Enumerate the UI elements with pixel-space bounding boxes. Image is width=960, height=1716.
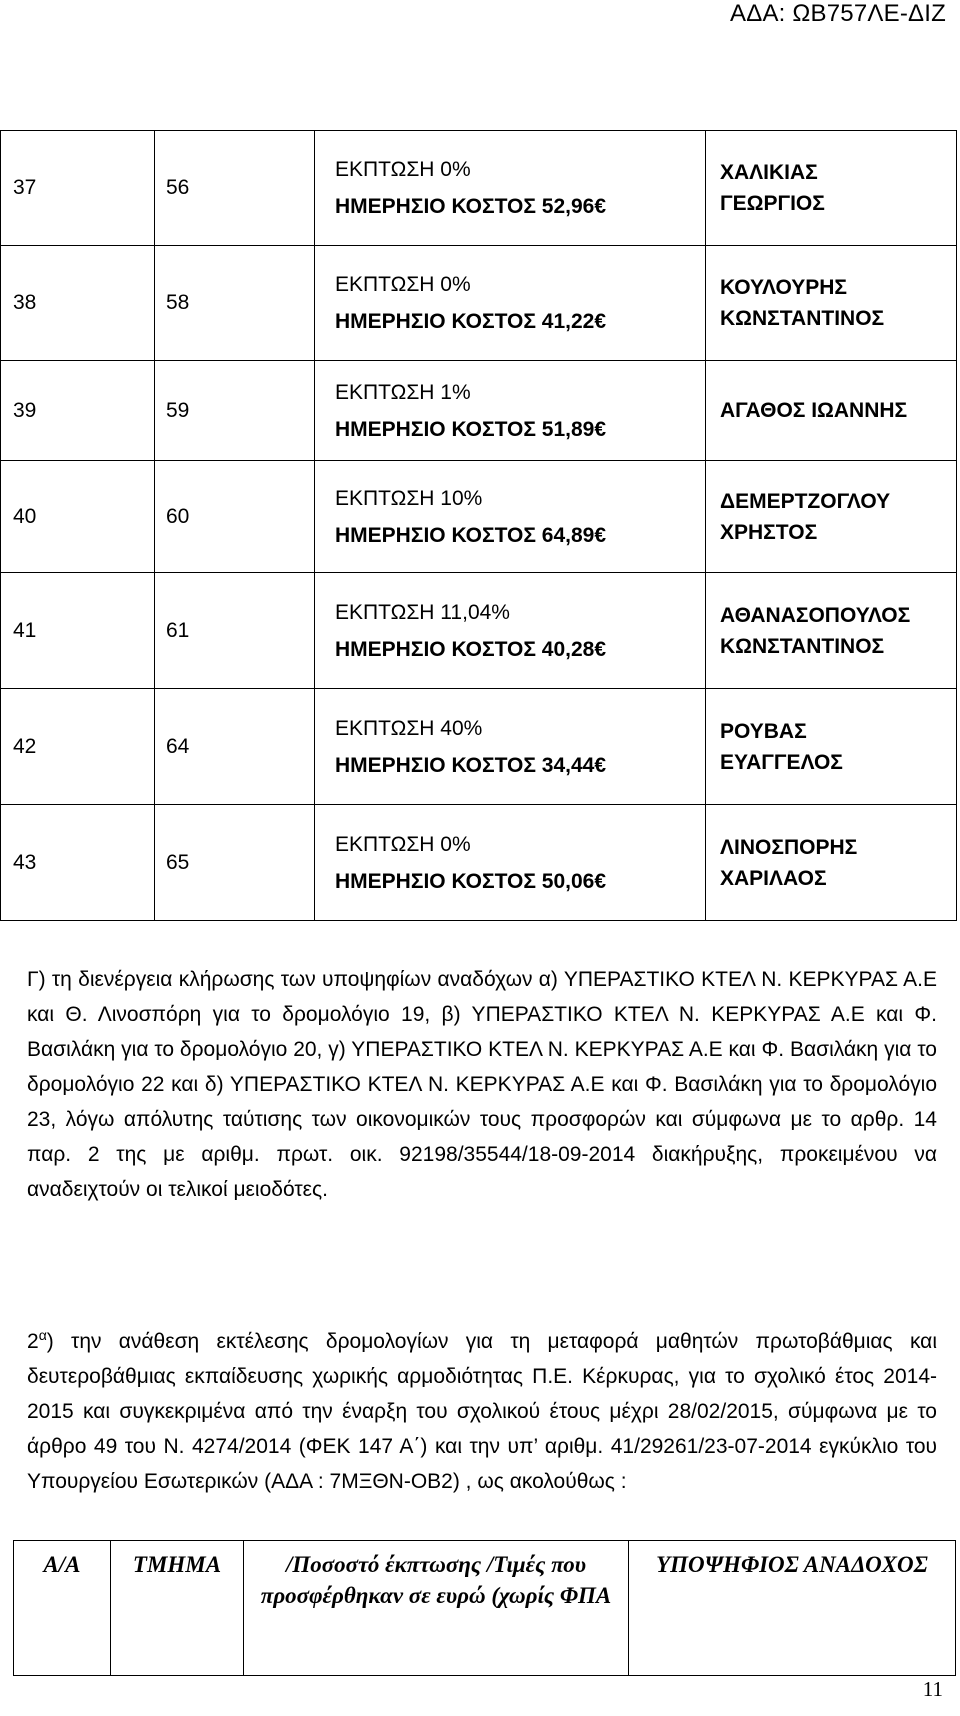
header-candidate: ΥΠΟΨΗΦΙΟΣ ΑΝΑΔΟΧΟΣ [629,1541,956,1676]
row-candidate [706,805,957,921]
row-aa [1,131,155,246]
row-tmima [155,461,315,573]
row-offer [315,461,706,573]
row-tmima-value: 59 [166,398,190,422]
row-candidate [706,361,957,461]
row-aa-value: 37 [13,176,37,199]
row-daily-cost: ΗΜΕΡΗΣΙΟ ΚΟΣΤΟΣ 41,22€ [335,310,607,333]
row-aa [1,461,155,573]
row-offer [315,805,706,921]
row-tmima [155,689,315,805]
row-candidate-line1: ΑΘΑΝΑΣΟΠΟΥΛΟΣ [720,603,911,627]
table-row [1,131,957,246]
header-aa: Α/Α [14,1541,111,1676]
paragraph-number: 2 [27,1330,39,1353]
row-candidate-line1: ΚΟΥΛΟΥΡΗΣ [720,276,848,299]
row-offer [315,573,706,689]
row-candidate-line2: ΚΩΝΣΤΑΝΤΙΝΟΣ [720,307,885,330]
row-tmima [155,573,315,689]
row-daily-cost: ΗΜΕΡΗΣΙΟ ΚΟΣΤΟΣ 52,96€ [335,195,607,218]
row-candidate [706,573,957,689]
row-tmima [155,805,315,921]
row-discount: ΕΚΠΤΩΣΗ 0% [335,832,471,856]
row-offer [315,361,706,461]
row-candidate [706,131,957,246]
row-aa-value: 43 [13,850,37,874]
row-tmima-value: 64 [166,734,190,758]
row-aa-value: 42 [13,734,37,758]
row-candidate [706,246,957,361]
row-discount: ΕΚΠΤΩΣΗ 1% [335,380,471,404]
row-aa [1,805,155,921]
page-number: 11 [922,1677,943,1701]
row-discount: ΕΚΠΤΩΣΗ 0% [335,273,471,296]
row-candidate [706,461,957,573]
row-candidate-line2: ΧΡΗΣΤΟΣ [720,520,818,544]
paragraph-lottery: Γ) τη διενέργεια κλήρωσης των υποψηφίων αναδόχων α) ΥΠΕΡΑΣΤΙΚΟ ΚΤΕΛ Ν. ΚΕΡΚΥΡΑΣ Α.Ε και Θ. Λινοσπόρη για το δρομολόγιο 19, β) ΥΠΕΡΑΣΤΙΚΟ ΚΤΕΛ Ν. ΚΕΡΚΥΡΑΣ Α.Ε και Φ. Βασιλάκη για το δρομολόγιο 20, γ) ΥΠΕΡΑΣΤΙΚΟ ΚΤΕΛ Ν. ΚΕΡΚΥΡΑΣ Α.Ε και Φ. Βασιλάκη για το δρομολόγιο 22 και δ) ΥΠΕΡΑΣΤΙΚΟ ΚΤΕΛ Ν. ΚΕΡΚΥΡΑΣ Α.Ε και Φ. Βασιλάκη για το δρομολόγιο 23, λόγω απόλυτης ταύτισης των οικονομικών τους προσφορών και σύμφωνα με το αρθρ. 14 παρ. 2 της με αριθμ. πρωτ. οικ. 92198/35544/18-09-2014 διακήρυξης, προκειμένου να αναδειχτούν οι τελικοί μειοδότες. [27,968,937,1201]
row-tmima-value: 56 [166,176,190,199]
ada-code: ΑΔΑ: ΩΒ757ΛΕ-ΔΙΖ [730,0,946,27]
table-row [1,361,957,461]
table-row [1,246,957,361]
table-row [1,689,957,805]
row-candidate-line1: ΡΟΥΒΑΣ [720,719,807,743]
row-tmima-value: 58 [166,291,190,314]
row-tmima-value: 65 [166,850,190,874]
table-row [1,461,957,573]
row-daily-cost: ΗΜΕΡΗΣΙΟ ΚΟΣΤΟΣ 64,89€ [335,523,607,547]
paragraph-assignment-text: ) την ανάθεση εκτέλεσης δρομολογίων για τη μεταφορά μαθητών πρωτοβάθμιας και δευτεροβάθμιας εκπαίδευσης χωρικής αρμοδιότητας Π.Ε. Κέρκυρας, για το σχολικό έτος 2014-2015 και συγκεκριμένα από την έναρξη του σχολικού έτους μέχρι 28/02/2015, σύμφωνα με το άρθρο 49 του Ν. 4274/2014 (ΦΕΚ 147 Α΄) και την υπ’ αριθμ. 41/29261/23-07-2014 εγκύκλιο του Υπουργείου Εσωτερικών (ΑΔΑ : 7ΜΞΘΝ-ΟΒ2) , ως ακολούθως : [27,1330,937,1493]
table-row [1,805,957,921]
row-candidate-line1: ΔΕΜΕΡΤΖΟΓΛΟΥ [720,489,891,513]
row-candidate-line1: ΑΓΑΘΟΣ ΙΩΑΝΝΗΣ [720,399,908,422]
row-daily-cost: ΗΜΕΡΗΣΙΟ ΚΟΣΤΟΣ 40,28€ [335,637,607,661]
row-candidate-line1: ΧΑΛΙΚΙΑΣ [720,161,818,184]
row-aa-value: 40 [13,504,37,528]
row-offer [315,246,706,361]
row-daily-cost: ΗΜΕΡΗΣΙΟ ΚΟΣΤΟΣ 50,06€ [335,869,607,893]
row-daily-cost: ΗΜΕΡΗΣΙΟ ΚΟΣΤΟΣ 34,44€ [335,753,607,777]
header-discount-price: /Ποσοστό έκπτωσης /Τιμές που προσφέρθηκαν σε ευρώ (χωρίς ΦΠΑ [244,1541,629,1676]
row-candidate-line2: ΕΥΑΓΓΕΛΟΣ [720,750,843,774]
row-offer [315,689,706,805]
row-candidate-line2: ΧΑΡΙΛΑΟΣ [720,866,827,890]
row-aa [1,689,155,805]
row-candidate [706,689,957,805]
row-tmima-value: 60 [166,504,190,528]
row-tmima [155,361,315,461]
row-aa [1,573,155,689]
row-tmima [155,246,315,361]
row-aa-value: 38 [13,291,37,314]
paragraph-number-sup: α [38,1327,47,1343]
row-candidate-line1: ΛΙΝΟΣΠΟΡΗΣ [720,835,858,859]
header-tmima: ΤΜΗΜΑ [111,1541,244,1676]
row-aa-value: 39 [13,398,37,422]
row-daily-cost: ΗΜΕΡΗΣΙΟ ΚΟΣΤΟΣ 51,89€ [335,417,607,441]
row-aa-value: 41 [13,618,37,642]
row-discount: ΕΚΠΤΩΣΗ 0% [335,158,471,181]
row-discount: ΕΚΠΤΩΣΗ 10% [335,486,483,510]
paragraph-assignment [27,1318,937,1499]
assignment-table-header [13,1540,956,1676]
row-tmima [155,131,315,246]
row-discount: ΕΚΠΤΩΣΗ 11,04% [335,600,510,624]
row-tmima-value: 61 [166,618,190,642]
row-aa [1,246,155,361]
row-candidate-line2: ΓΕΩΡΓΙΟΣ [720,192,825,215]
results-table [0,130,957,921]
table-row [1,573,957,689]
row-offer [315,131,706,246]
row-aa [1,361,155,461]
row-discount: ΕΚΠΤΩΣΗ 40% [335,716,483,740]
row-candidate-line2: ΚΩΝΣΤΑΝΤΙΝΟΣ [720,634,885,658]
